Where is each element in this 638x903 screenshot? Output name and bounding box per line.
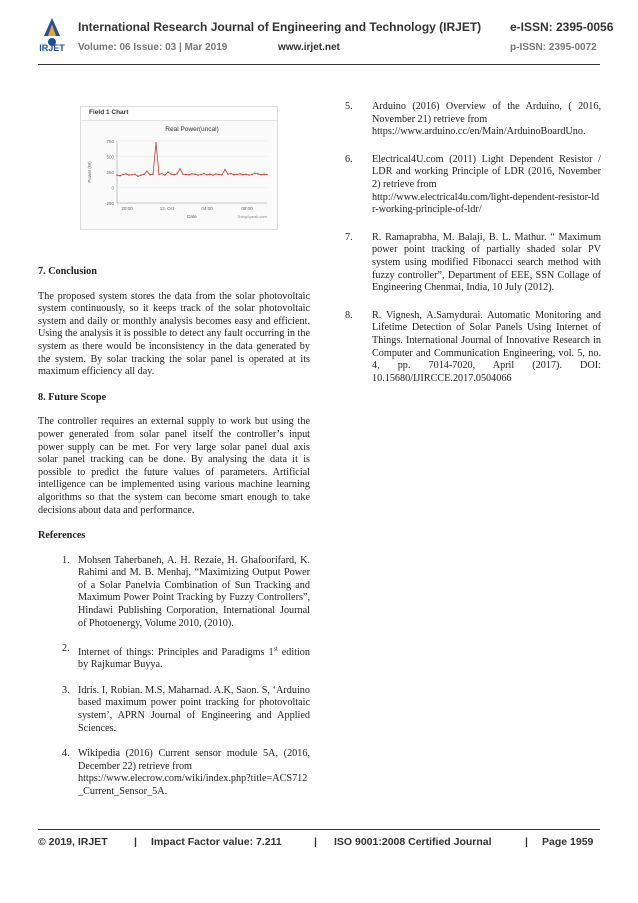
x-tick-label: 20:00 [121,206,133,211]
iso-certification: ISO 9001:2008 Certified Journal [334,836,492,848]
data-point [167,171,168,172]
data-point [179,168,180,169]
chart-credit: ThingSpeak.com [236,214,267,219]
reference-item [343,232,601,295]
pissn: p-ISSN: 2395-0072 [510,42,597,53]
reference-number: 2. [62,643,70,655]
data-point [128,174,129,175]
data-point [161,173,162,174]
data-point [158,174,159,175]
data-point [233,174,234,175]
chart-title: Real Power(uncal) [165,126,219,133]
data-point [119,175,120,176]
page-number: Page 1959 [542,836,594,848]
reference-number: 4. [62,748,70,760]
chart-plot [81,121,277,229]
data-point [149,174,150,175]
data-point [176,173,177,174]
data-point [251,174,252,175]
data-point [206,174,207,175]
reference-item [38,685,310,735]
future-scope-heading: 8. Future Scope [38,391,107,403]
reference-url[interactable]: https://www.elecrow.com/wiki/index.php?title=ACS712_Current_Sensor_5A. [78,773,308,797]
references-heading: References [38,530,86,542]
data-point [134,173,135,174]
footer-separator: | [525,836,528,848]
data-point [143,174,144,175]
reference-text: Mohsen Taherbaneh, A. H. Rezaie, H. Ghafoorifard, K. Rahimi and M. B. Menhaj, “Maximizing Output Power of a Solar Panelvia Combination of Sun Tracking and Maximum Power Point Tracking by Fuzzy Controllers”, Hindawi Publishing Corporation, International Journal of Photoenergy, Volume 2010, (2010). [78,554,310,629]
data-point [224,169,225,170]
reference-item [343,101,601,139]
volume-info: Volume: 06 Issue: 03 | Mar 2019 [78,42,228,53]
data-point [260,174,261,175]
data-point [218,174,219,175]
reference-item [343,310,601,386]
conclusion-paragraph: The proposed system stores the data from the solar photovoltaic system continuously, so it keeps track of the solar photovoltaic system and daily or monthly analysis becomes easy and efficient. Using the analysis it is possible to detect any fault occurring in the system as there would be inconsistency in the data generated by the system. By solar tracking the solar panel is operated at its maximum efficiency all day. [38,290,310,378]
reference-text: Idris. I, Robian. M.S, Maharnad. A.K, Saon. S, ‘Arduino based maximum power point tracking for photovoltaic system’, APRN Journal of Engineering and Applied Sciences. [78,684,310,734]
data-point [131,174,132,175]
data-point [146,171,147,172]
reference-item [38,643,310,672]
footer-separator: | [314,836,317,848]
reference-text: R. Ramaprabha, M. Balaji, B. L. Mathur. “ Maximum power point tracking of partially shaded solar PV system using modified Fibonacci search method with fuzzy controller”, Department of EEE, SSN Collage of Engineering Chenmai, India, 10 July (2012). [372,231,601,294]
header-rule [38,64,600,65]
data-point [182,173,183,174]
data-point [164,174,165,175]
reference-url[interactable]: https://www.arduino.cc/en/Main/ArduinoBoardUno. [372,126,586,138]
chart-panel-title: Field 1 Chart [89,109,129,116]
references-list-left [38,555,310,799]
impact-factor: Impact Factor value: 7.211 [151,836,282,848]
reference-number: 7. [345,231,353,243]
reference-text: Wikipedia (2016) Current sensor module 5A, (2016, December 22) retrieve from [78,748,310,772]
journal-meta-line [78,42,598,56]
website: www.irjet.net [278,42,340,53]
x-tick-label: 12. Oct [159,206,175,211]
reference-number: 8. [345,309,353,321]
data-point [170,173,171,174]
data-point [188,174,189,175]
reference-number: 6. [345,153,353,165]
data-point [257,173,258,174]
reference-number: 3. [62,684,70,696]
journal-title-line [78,20,614,34]
data-point [227,173,228,174]
data-point [155,142,156,143]
reference-text: Electrical4U.com (2011) Light Dependent Resistor / LDR and working Principle of LDR (2016, November 2) retrieve from [372,153,601,190]
y-tick-label: 500 [106,154,114,160]
reference-url[interactable]: http://www.electrical4u.com/light-dependent-resistor-ldr-working-principle-of-ldr/ [372,191,600,216]
journal-name: International Research Journal of Engineering and Technology (IRJET) [78,20,482,34]
reference-item [38,555,310,631]
y-axis-label: Power (W) [87,161,92,183]
data-point [254,173,255,174]
data-point [266,174,267,175]
right-column [343,101,601,400]
data-point [230,173,231,174]
data-point [185,174,186,175]
data-point [263,173,264,174]
copyright: © 2019, IRJET [38,836,108,848]
data-point [137,176,138,177]
reference-text: Internet of things: Principles and Paradigms 1st edition by Rajkumar Buyya. [78,646,310,671]
left-column [38,266,310,812]
reference-item [38,748,310,798]
data-point [209,173,210,174]
data-point [140,174,141,175]
y-tick-label: 750 [106,139,114,144]
data-point [221,174,222,175]
data-point [242,174,243,175]
data-point [152,173,153,174]
irjet-logo [38,14,66,68]
x-tick-label: 08:00 [241,206,253,211]
x-tick-label: 04:00 [201,206,213,211]
reference-text: Arduino (2016) Overview of the Arduino, ( 2016, November 21) retrieve from [372,101,601,125]
data-point [248,174,249,175]
future-scope-paragraph: The controller requires an external supply to work but using the power generated from solar panel itself the controller’s input power supply can be met. For very large solar panel dual axis solar panel tracking can be done. By analysing the data it is possible to predict the future values of parameters. Artificial intelligence can be implemented using various machine learning algorithms so that the system can become smart enough to take decisions about data and performance. [38,416,310,516]
y-tick-label: 250 [106,170,114,175]
reference-number: 1. [62,554,70,566]
series-line [117,143,267,176]
footer-separator: | [134,836,137,848]
y-tick-label: 0 [111,185,114,191]
data-point [239,173,240,174]
y-tick-label: -250 [104,201,114,206]
data-point [236,174,237,175]
data-point [215,173,216,174]
data-point [194,173,195,174]
eissn: e-ISSN: 2395-0056 [510,20,614,34]
data-point [197,174,198,175]
data-point [203,173,204,174]
logo-text: IRJET [39,43,65,53]
data-point [200,174,201,175]
footer-rule [38,829,600,830]
data-point [212,174,213,175]
reference-text: R. Vignesh, A.Samydurai. Automatic Monitoring and Lifetime Detection of Solar Panels Using Internet of Things. International Journal of Innovative Research in Computer and Communication Engineering, vol. 5, no. 4, pp. 7014-7020, April (2017). DOI: 10.15680/IJIRCCE.2017.0504066 [372,309,601,384]
references-list-right [343,101,601,385]
data-point [173,174,174,175]
data-point [125,173,126,174]
conclusion-heading: 7. Conclusion [38,266,97,277]
data-point [191,173,192,174]
reference-item [343,154,601,217]
data-point [116,174,117,175]
data-point [122,174,123,175]
reference-number: 5. [345,101,353,112]
power-chart-figure [80,106,278,230]
x-axis-label: Date [187,214,197,219]
data-point [245,173,246,174]
